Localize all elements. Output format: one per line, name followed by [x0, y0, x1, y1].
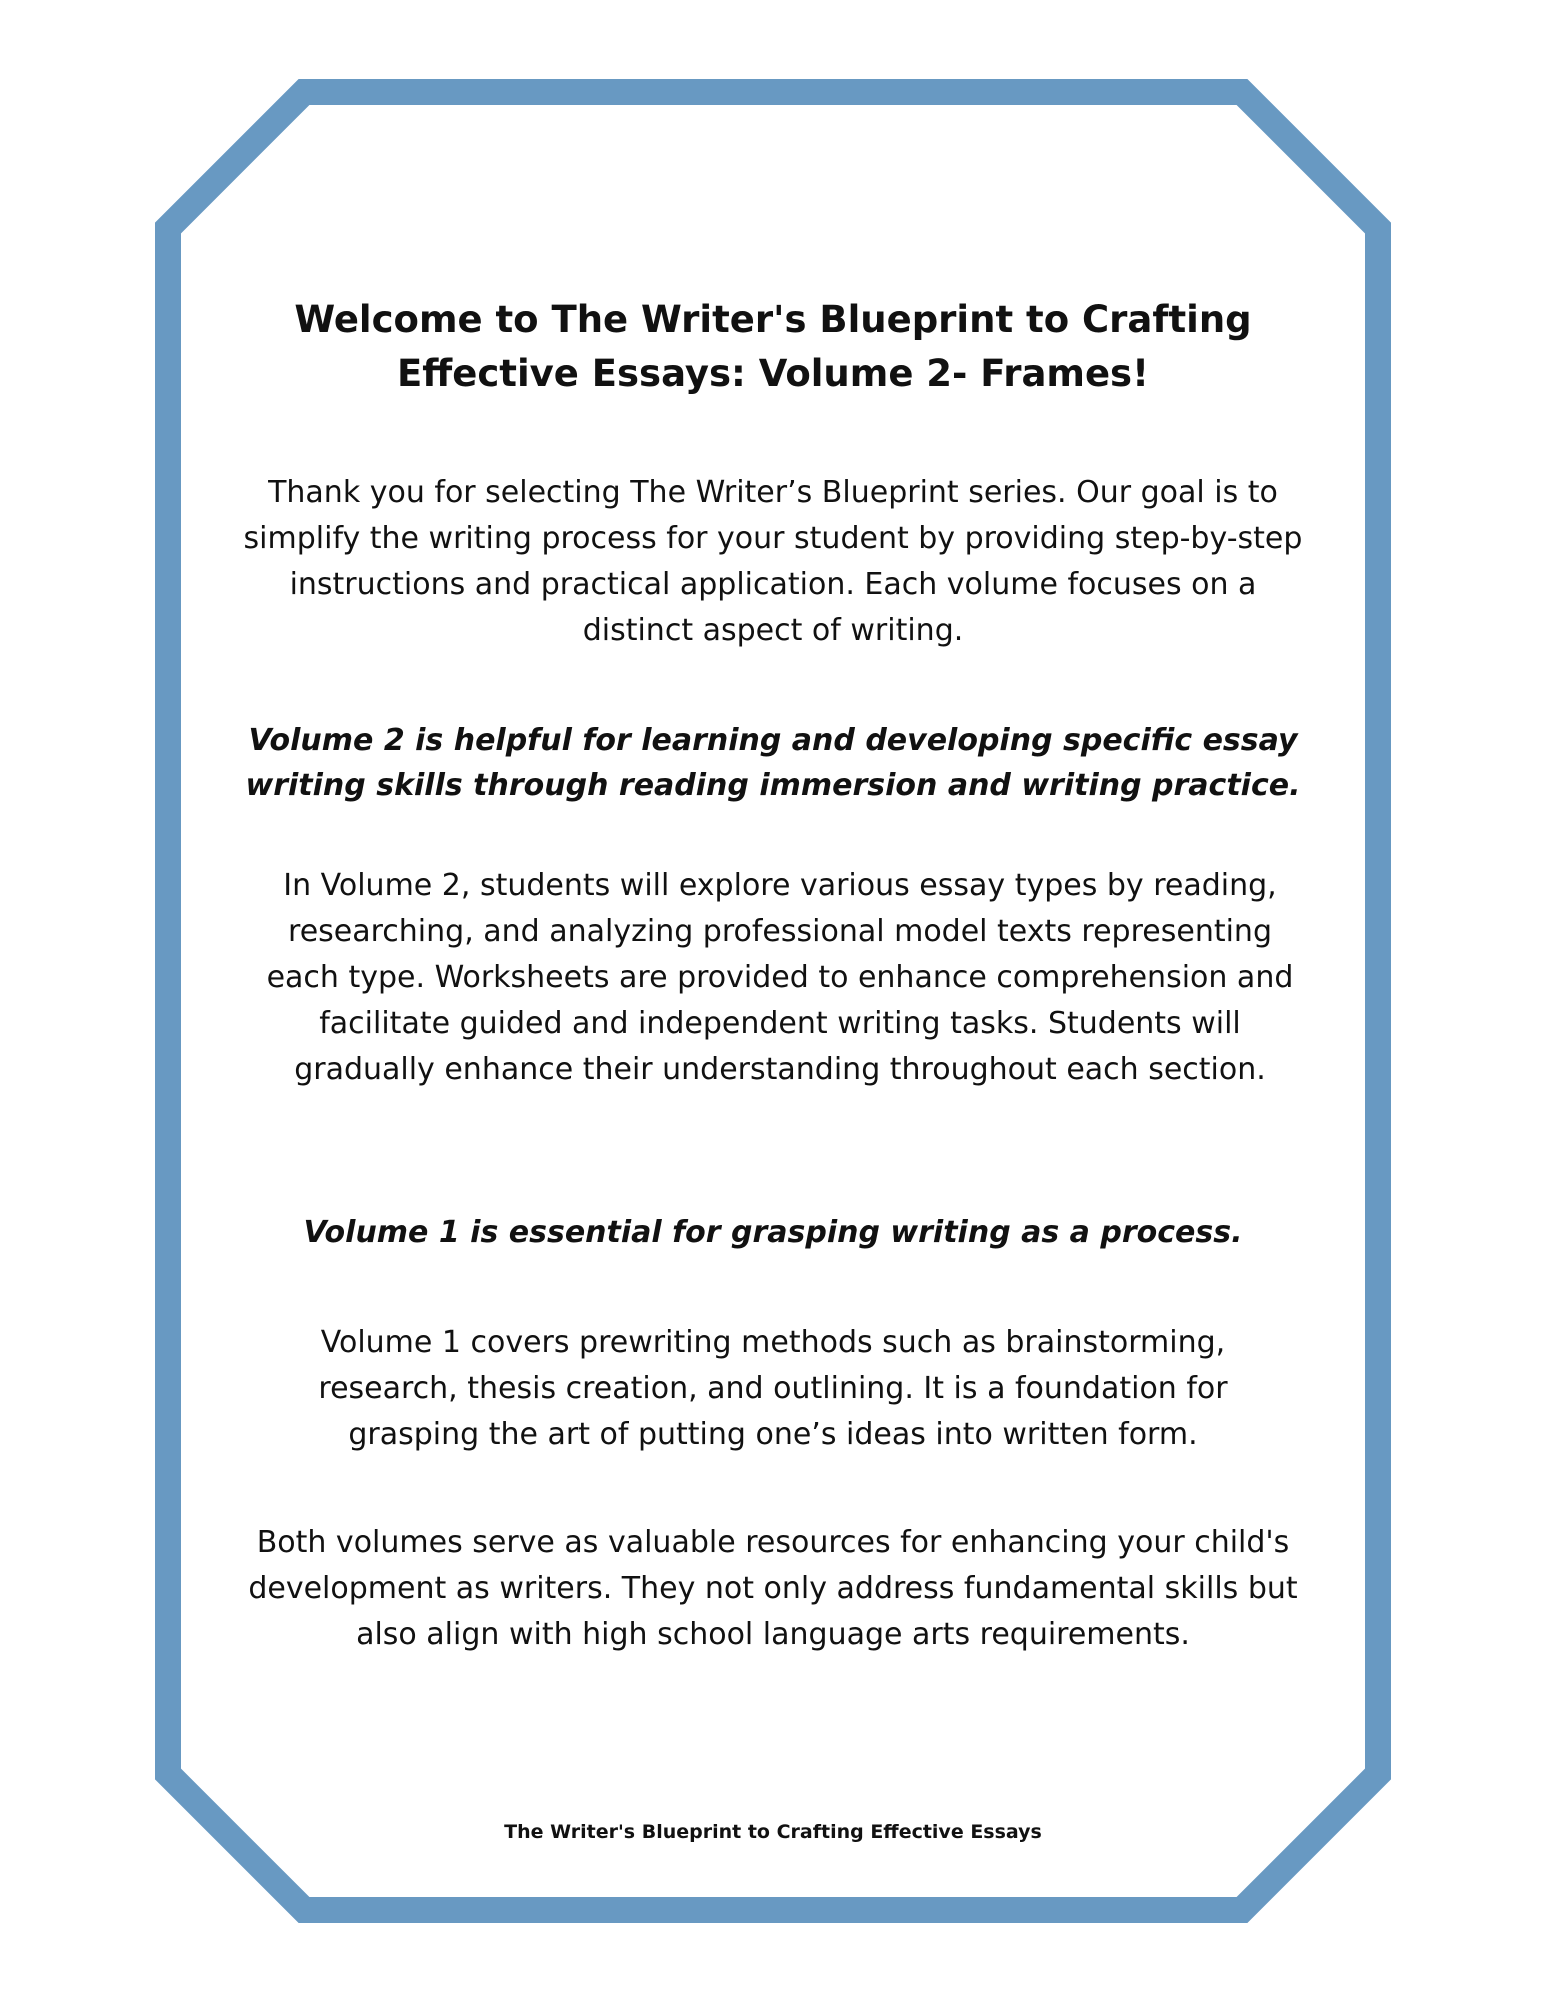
- volume-2-description: In Volume 2, students will explore various essay types by reading, researching, and analyzing professional model texts representing each type. Worksheets are provided to enhance comprehension and facilitate guided and independent writing tasks. Students will gradually enhance their understanding throughout each section.: [266, 868, 1294, 1087]
- closing-paragraph: Both volumes serve as valuable resources for enhancing your child's development as writers. They not only address fundamental skills but also align with high school language arts requirements.: [248, 1525, 1298, 1652]
- page-title: Welcome to The Writer's Blueprint to Crafting Effective Essays: Volume 2- Frames!: [294, 298, 1252, 395]
- volume-2-highlight: Volume 2 is helpful for learning and developing specific essay writing skills through reading immersion and writing practice.: [245, 723, 1301, 803]
- volume-1-description: Volume 1 covers prewriting methods such as brainstorming, research, thesis creation, and outlining. It is a foundation for grasping the art of putting one’s ideas into written form.: [318, 1325, 1228, 1452]
- intro-paragraph: Thank you for selecting The Writer’s Blueprint series. Our goal is to simplify the writing process for your student by providing step-by-step instructions and practical application. Each volume focuses on a distinct aspect of writing.: [243, 475, 1303, 648]
- volume-1-highlight: Volume 1 is essential for grasping writing as a process.: [303, 1215, 1243, 1250]
- page-footer: The Writer's Blueprint to Crafting Effective Essays: [504, 1821, 1042, 1843]
